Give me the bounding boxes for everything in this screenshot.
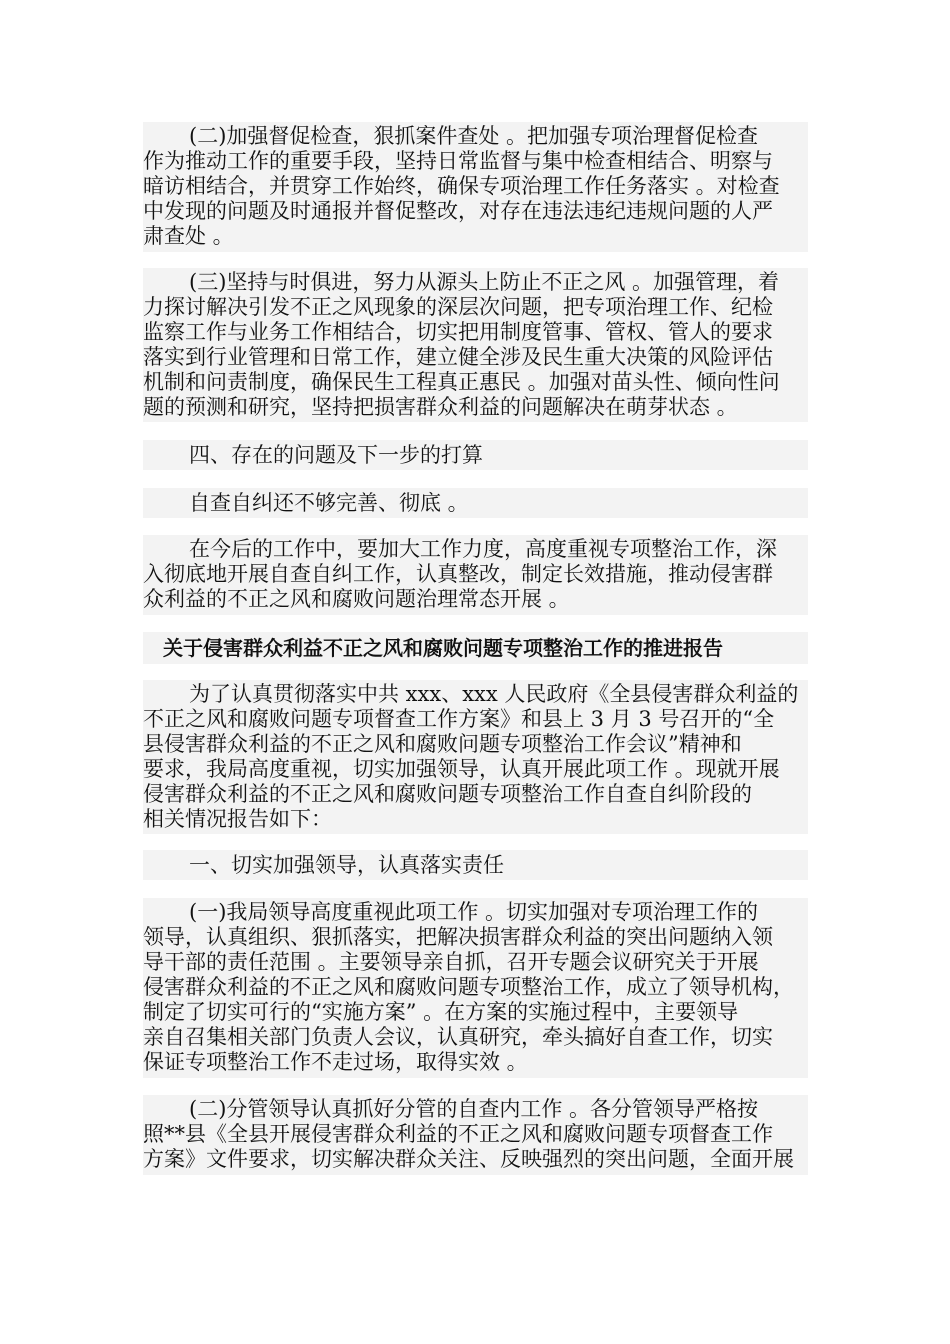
report-title-text: 关于侵害群众利益不正之风和腐败问题专项整治工作的推进报告 <box>163 636 723 660</box>
text-line: (二)分管领导认真抓好分管的自查内工作 。各分管领导严格按 <box>189 1097 759 1121</box>
text-line: 侵害群众利益的不正之风和腐败问题专项整治工作自查自纠阶段的 <box>143 782 752 806</box>
paragraph-self-check <box>143 488 808 518</box>
text-line: 领导，认真组织、狠抓落实，把解决损害群众利益的突出问题纳入领 <box>143 925 773 949</box>
text-line: 县侵害群众利益的不正之风和腐败问题专项整治工作会议”精神和 <box>143 732 742 756</box>
paragraph-branch-leaders <box>143 1095 808 1175</box>
paragraph-leadership-attention <box>143 898 808 1078</box>
text-line: 机制和问责制度，确保民生工程真正惠民 。加强对苗头性、倾向性问 <box>143 370 780 394</box>
text-line: 肃查处 。 <box>143 224 234 248</box>
text-line: 制定了切实可行的“实施方案” 。在方案的实施过程中，主要领导 <box>143 1000 739 1024</box>
section-heading-text: 一、切实加强领导，认真落实责任 <box>189 853 504 877</box>
text-line: 众利益的不正之风和腐败问题治理常态开展 。 <box>143 587 570 611</box>
text-line: 亲自召集相关部门负责人会议，认真研究，牵头搞好自查工作，切实 <box>143 1025 773 1049</box>
text-line: 题的预测和研究，坚持把损害群众利益的问题解决在萌芽状态 。 <box>143 395 738 419</box>
text-line: 照**县《全县开展侵害群众利益的不正之风和腐败问题专项督查工作 <box>143 1122 773 1146</box>
text-line: 要求，我局高度重视，切实加强领导，认真开展此项工作 。现就开展 <box>143 757 780 781</box>
text-line: 相关情况报告如下： <box>143 807 332 831</box>
text-line: 监察工作与业务工作相结合，切实把用制度管事、管权、管人的要求 <box>143 320 773 344</box>
text-line: 保证专项整治工作不走过场，取得实效 。 <box>143 1050 528 1074</box>
text-line: (三)坚持与时俱进，努力从源头上防止不正之风 。加强管理，着 <box>189 270 780 294</box>
text-line: 落实到行业管理和日常工作，建立健全涉及民生重大决策的风险评估 <box>143 345 773 369</box>
paragraph-next-steps <box>143 535 808 615</box>
text-line: 自查自纠还不够完善、彻底 。 <box>189 491 469 515</box>
text-line: 中发现的问题及时通报并督促整改，对存在违法违纪违规问题的人严 <box>143 199 773 223</box>
text-line: (二)加强督促检查，狠抓案件查处 。把加强专项治理督促检查 <box>189 124 759 148</box>
paragraph-intro <box>143 680 808 834</box>
text-line: 侵害群众利益的不正之风和腐败问题专项整治工作，成立了领导机构， <box>143 975 794 999</box>
text-line: 入彻底地开展自查自纠工作，认真整改，制定长效措施，推动侵害群 <box>143 562 773 586</box>
section-heading-issues <box>143 440 808 470</box>
text-line: 不正之风和腐败问题专项督查工作方案》和县上 3 月 3 号召开的“全 <box>143 707 775 731</box>
text-line: 方案》文件要求，切实解决群众关注、反映强烈的突出问题，全面开展 <box>143 1147 794 1171</box>
text-line: 力探讨解决引发不正之风现象的深层次问题，把专项治理工作、纪检 <box>143 295 773 319</box>
section-heading-text: 四、存在的问题及下一步的打算 <box>189 443 483 467</box>
paragraph-source-prevention <box>143 268 808 422</box>
text-line: 作为推动工作的重要手段，坚持日常监督与集中检查相结合、明察与 <box>143 149 773 173</box>
text-line: 为了认真贯彻落实中共 xxx、xxx 人民政府《全县侵害群众利益的 <box>189 682 799 706</box>
text-line: 在今后的工作中，要加大工作力度，高度重视专项整治工作，深 <box>189 537 777 561</box>
paragraph-supervision <box>143 122 808 252</box>
text-line: 导干部的责任范围 。主要领导亲自抓，召开专题会议研究关于开展 <box>143 950 759 974</box>
text-line: 暗访相结合，并贯穿工作始终，确保专项治理工作任务落实 。对检查 <box>143 174 780 198</box>
text-line: (一)我局领导高度重视此项工作 。切实加强对专项治理工作的 <box>189 900 759 924</box>
report-title <box>143 632 808 664</box>
section-heading-leadership <box>143 850 808 880</box>
